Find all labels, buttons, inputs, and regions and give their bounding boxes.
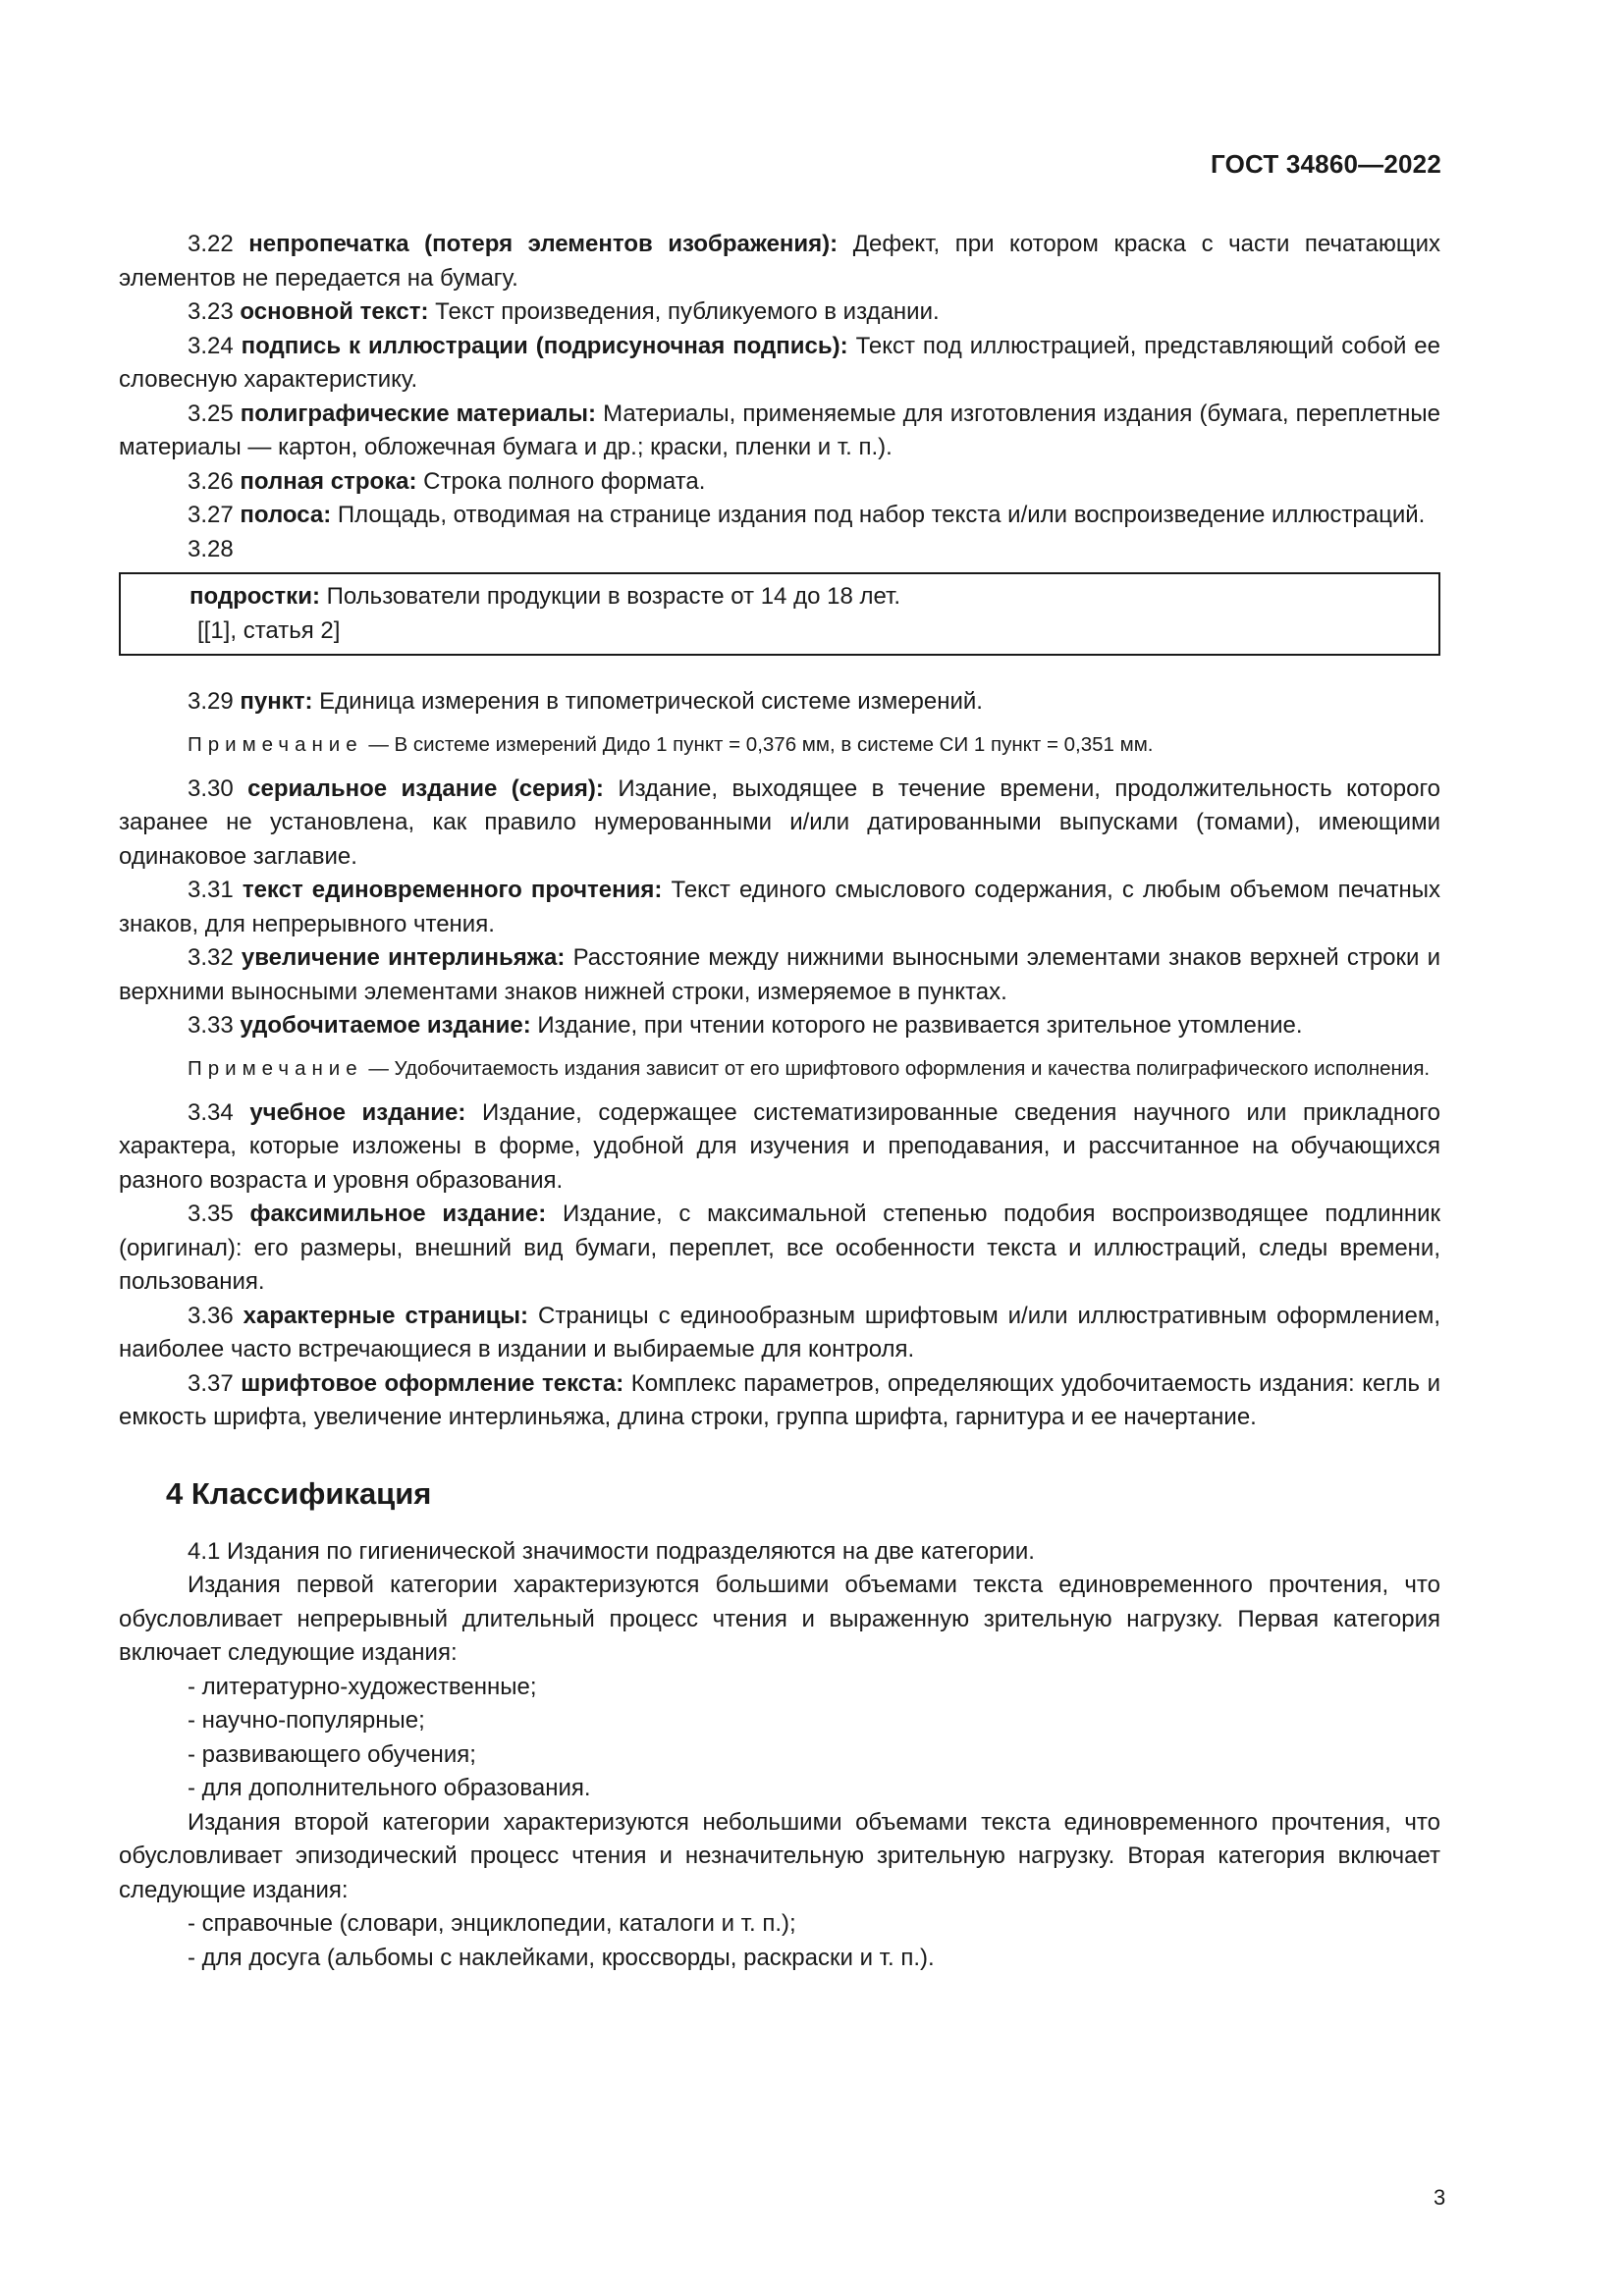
definition-3-33 [119, 1009, 1440, 1043]
def-text: Издание, при чтении которого не развивается зрительное утомление. [537, 1012, 1303, 1039]
def-text: Пользователи продукции в возрасте от 14 до 18 лет. [326, 583, 901, 610]
def-num: 3.34 [188, 1098, 234, 1126]
def-text: Единица измерения в типометрической системе измерений. [319, 688, 983, 715]
note-label: Примечание [188, 1056, 363, 1080]
definition-3-28-box [119, 572, 1440, 656]
def-num: 3.22 [188, 231, 234, 257]
def-num: 3.23 [188, 298, 234, 325]
def-term: основной текст: [240, 298, 429, 325]
main-content [119, 228, 1440, 1975]
note-text: — В системе измерений Дидо 1 пункт = 0,376 мм, в системе СИ 1 пункт = 0,351 мм. [368, 732, 1154, 756]
def-term: удобочитаемое издание: [240, 1012, 531, 1039]
def-num: 3.37 [188, 1369, 234, 1397]
def-text: Текст под иллюстрацией, представляющий собой ее словесную характеристику. [119, 332, 1440, 393]
def-text: Строка полного формата. [423, 467, 706, 495]
section-title: 4 Классификация [166, 1475, 432, 1511]
def-num: 3.25 [188, 400, 234, 427]
definition-source: [[1], статья 2] [197, 616, 341, 644]
def-num: 3.35 [188, 1201, 234, 1227]
def-text: Текст произведения, публикуемого в издании. [435, 298, 940, 325]
definition-3-28-number: 3.28 [188, 535, 234, 562]
def-num: 3.36 [188, 1302, 234, 1329]
def-num: 3.30 [188, 774, 234, 802]
list-item: - развивающего обучения; [188, 1740, 476, 1768]
note-3-29 [119, 729, 1440, 761]
def-num: 3.31 [188, 877, 234, 903]
def-text: Расстояние между нижними выносными элементами знаков верхней строки и верхними выносными элементами знаков нижней строки, измеряемое в пунктах. [119, 944, 1440, 1005]
list-item: - для дополнительного образования. [188, 1775, 591, 1801]
def-text: Издание, выходящее в течение времени, продолжительность которого заранее не установлена, как правило нумерованными и/или датированными выпусками (томами), имеющими одинаковое заглавие. [119, 774, 1441, 870]
def-term: учебное издание: [249, 1098, 466, 1126]
definition-3-28 [189, 580, 1409, 614]
def-text: Издание, с максимальной степенью подобия воспроизводящее подлинник (оригинал): его размеры, внешний вид бумаги, переплет, все особенности текста и иллюстраций, следы времени, пользования. [119, 1201, 1440, 1295]
definition-3-30 [119, 773, 1440, 875]
document-code: ГОСТ 34860—2022 [1211, 149, 1441, 179]
note-3-33 [119, 1053, 1440, 1085]
note-text: — Удобочитаемость издания зависит от его шрифтового оформления и качества полиграфического исполнения. [368, 1056, 1431, 1080]
def-num: 3.32 [188, 944, 234, 971]
definition-3-27 [119, 499, 1440, 533]
paragraph-category-1: Издания первой категории характеризуются большими объемами текста единовременного прочтения, что обусловливает непрерывный длительный процесс чтения и выраженную зрительную нагрузку. Первая категория включает следующие издания: [119, 1572, 1440, 1666]
definition-3-24 [119, 330, 1440, 398]
definition-3-29 [119, 685, 1440, 720]
definition-3-31 [119, 874, 1440, 941]
def-term: подпись к иллюстрации (подрисуночная подпись): [241, 332, 848, 359]
def-num: 3.26 [188, 467, 234, 495]
def-text: Страницы с единообразным шрифтовым и/или иллюстративным оформлением, наиболее часто встречающиеся в издании и выбираемые для контроля. [119, 1302, 1440, 1362]
definition-3-35 [119, 1198, 1440, 1300]
def-term: шрифтовое оформление текста: [241, 1369, 624, 1397]
list-item: - для досуга (альбомы с наклейками, кроссворды, раскраски и т. п.). [188, 1944, 935, 1971]
definition-3-37 [119, 1367, 1440, 1435]
def-text: Текст единого смыслового содержания, с любым объемом печатных знаков, для непрерывного чтения. [119, 877, 1441, 937]
definition-3-23 [119, 295, 1440, 330]
def-text: Комплекс параметров, определяющих удобочитаемость издания: кегль и емкость шрифта, увеличение интерлиньяжа, длина строки, группа шрифта, гарнитура и ее начертание. [119, 1369, 1440, 1430]
def-text: Площадь, отводимая на странице издания под набор текста и/или воспроизведение иллюстраций. [337, 502, 1426, 528]
list-item: - литературно-художественные; [188, 1673, 537, 1700]
definition-3-26 [119, 465, 1440, 500]
definition-3-32 [119, 941, 1440, 1009]
page-number: 3 [1434, 2185, 1446, 2210]
def-term: факсимильное издание: [249, 1201, 547, 1227]
def-num: 3.33 [188, 1012, 234, 1039]
def-term: сериальное издание (серия): [247, 774, 604, 802]
definition-3-36 [119, 1300, 1440, 1367]
paragraph-category-2: Издания второй категории характеризуются небольшими объемами текста единовременного прочтения, что обусловливает эпизодический процесс чтения и незначительную зрительную нагрузку. Вторая категория включает следующие издания: [119, 1808, 1440, 1903]
def-num: 3.29 [188, 688, 234, 715]
note-label: Примечание [188, 732, 363, 756]
def-text: Материалы, применяемые для изготовления издания (бумага, переплетные материалы — картон, обложечная бумага и др.; краски, пленки и т. п.). [119, 400, 1441, 460]
def-num: 3.27 [188, 502, 234, 528]
def-term: полиграфические материалы: [240, 400, 596, 427]
definition-3-34 [119, 1096, 1440, 1199]
def-term: увеличение интерлиньяжа: [241, 944, 566, 971]
def-num: 3.24 [188, 332, 234, 359]
def-text: Дефект, при котором краска с части печатающих элементов не передается на бумагу. [119, 231, 1441, 292]
definition-3-22 [119, 228, 1440, 295]
def-term: полная строка: [240, 467, 417, 495]
def-term: пункт: [240, 688, 313, 715]
list-item: - научно-популярные; [188, 1707, 425, 1734]
def-text: Издание, содержащее систематизированные сведения научного или прикладного характера, которые изложены в форме, удобной для изучения и преподавания, и рассчитанное на обучающихся разного возраста и уровня образования. [119, 1098, 1441, 1194]
paragraph-4-1: 4.1 Издания по гигиенической значимости подразделяются на две категории. [188, 1537, 1035, 1565]
list-item: - справочные (словари, энциклопедии, каталоги и т. п.); [188, 1910, 796, 1937]
def-term: подростки: [189, 583, 320, 610]
def-term: текст единовременного прочтения: [242, 877, 663, 903]
def-term: полоса: [240, 502, 332, 528]
def-term: характерные страницы: [243, 1302, 529, 1329]
definition-3-25 [119, 398, 1440, 465]
def-term: непропечатка (потеря элементов изображения): [248, 231, 839, 257]
